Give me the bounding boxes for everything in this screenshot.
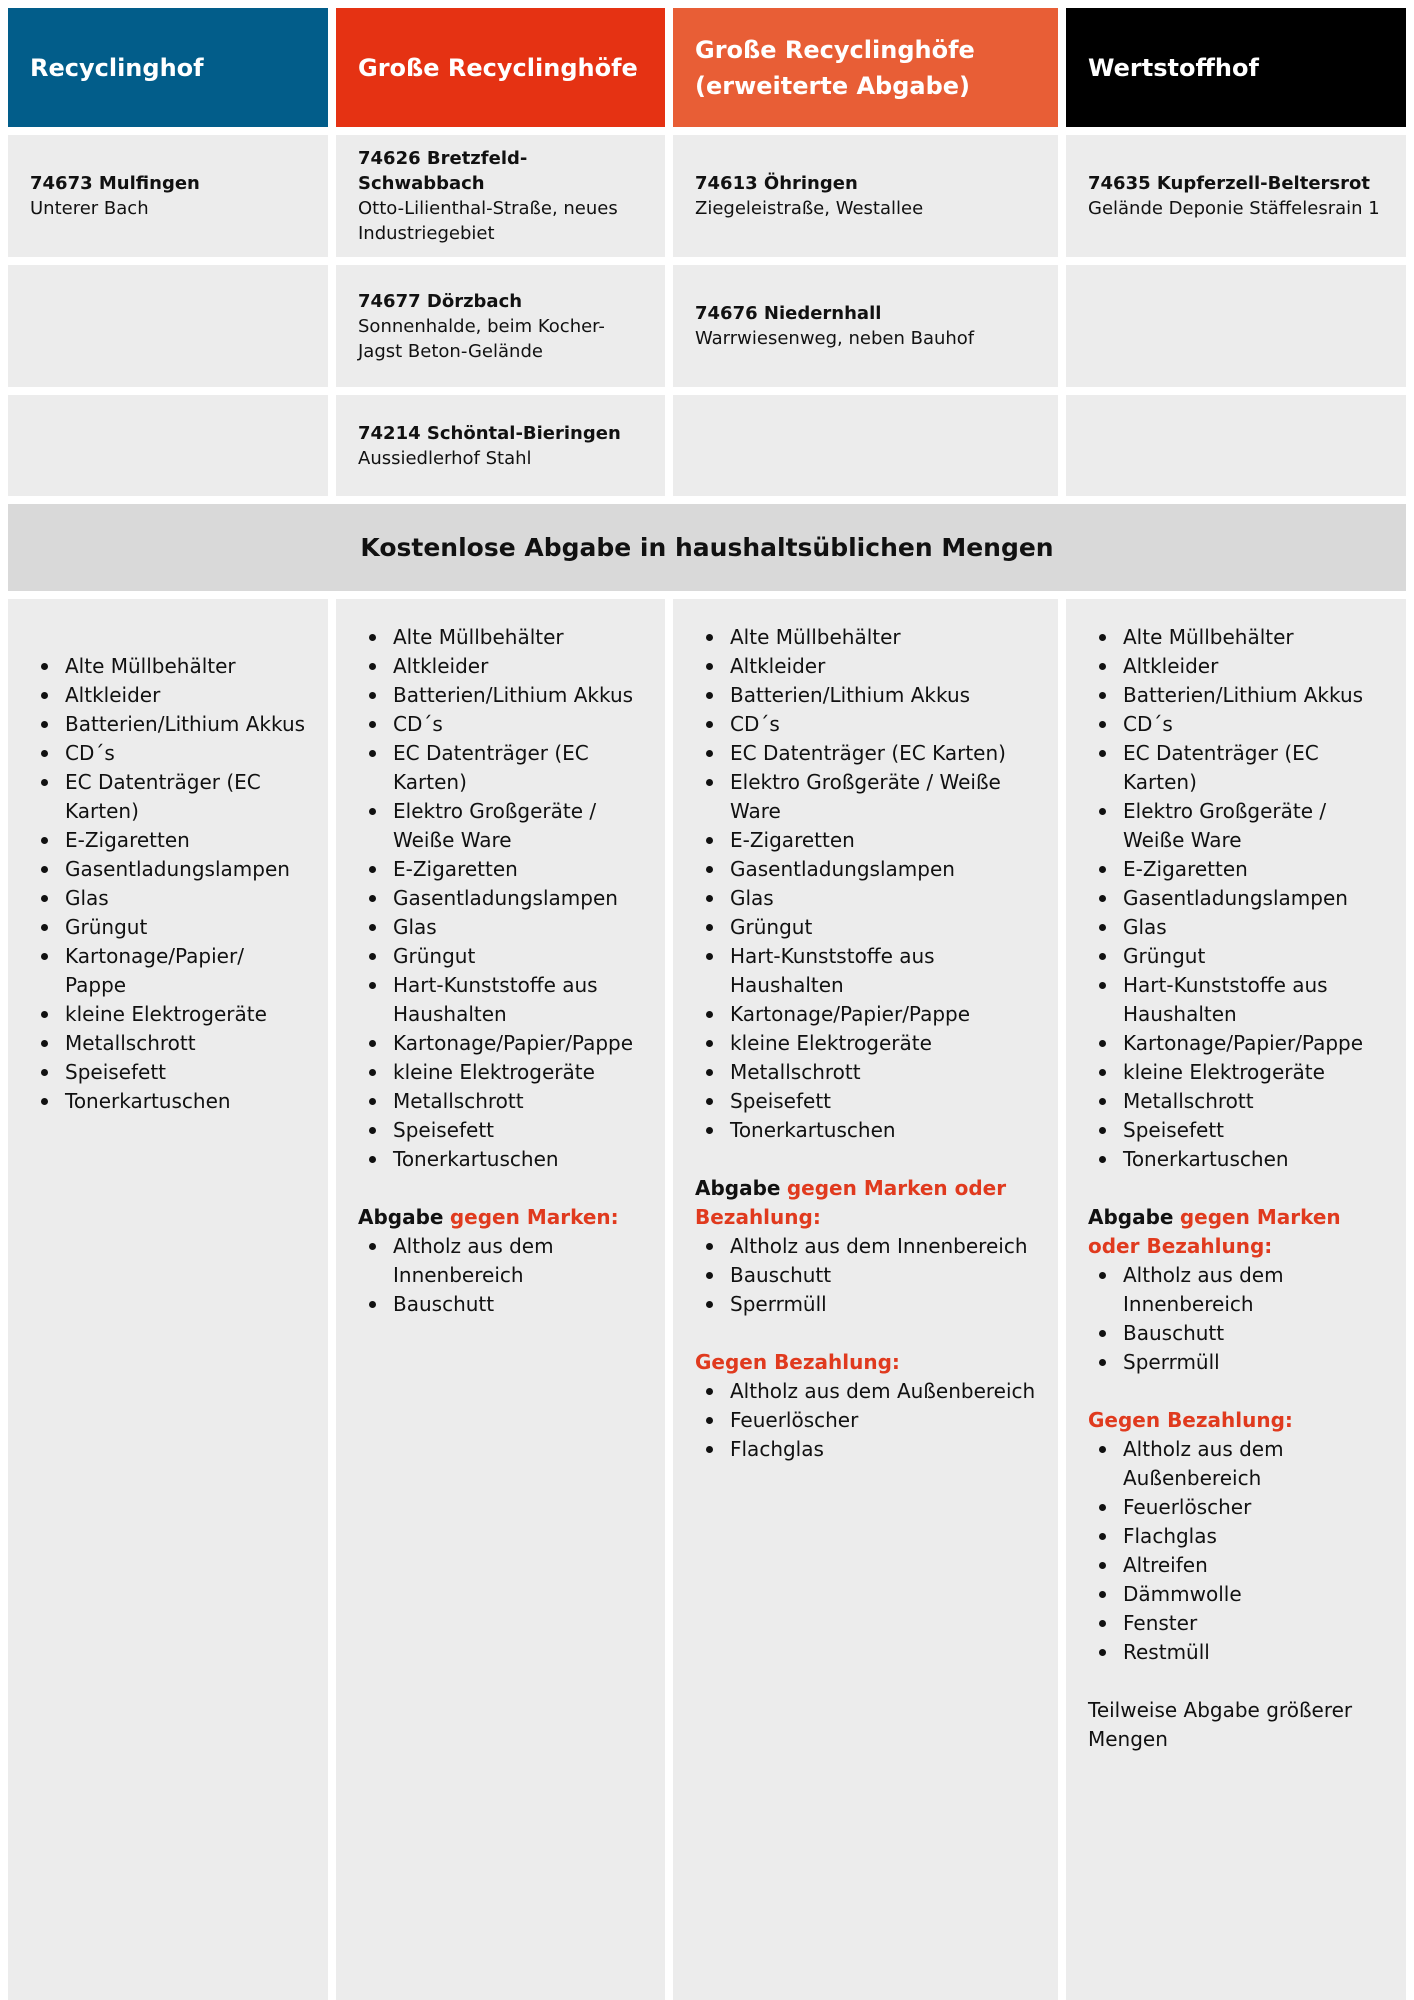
location-city: 74677 Dörzbach <box>358 290 523 312</box>
list-item: CD´s <box>695 710 1036 739</box>
location-cell-empty <box>1066 395 1406 496</box>
list-item: Altkleider <box>30 681 306 710</box>
location-street: Unterer Bach <box>30 198 149 219</box>
items-column-grosse-recyclinghoefe <box>336 599 665 2000</box>
list-item: EC Datenträger (EC Karten) <box>358 739 643 797</box>
list-item: EC Datenträger (EC Karten) <box>30 768 306 826</box>
header-wertstoffhof <box>1066 8 1406 127</box>
list-item: kleine Elektrogeräte <box>1088 1058 1384 1087</box>
list-item: Metallschrott <box>695 1058 1036 1087</box>
list-item: Bauschutt <box>1088 1319 1384 1348</box>
location-cell <box>673 135 1058 257</box>
list-item: Altholz aus dem Innenbereich <box>358 1232 643 1290</box>
list-item: Kartonage/Papier/Pappe <box>358 1029 643 1058</box>
list-item: Altholz aus dem Außenbereich <box>1088 1435 1384 1493</box>
list-item: kleine Elektrogeräte <box>30 1000 306 1029</box>
list-item: Altholz aus dem Außenbereich <box>695 1377 1036 1406</box>
header-grosse-recyclinghoefe <box>336 8 665 127</box>
list-item: Altkleider <box>695 652 1036 681</box>
items-column-recyclinghof <box>8 599 328 2000</box>
section-highlight: gegen Marken oder Bezahlung: <box>695 1176 1007 1229</box>
list-item: Kartonage/Papier/Pappe <box>695 1000 1036 1029</box>
list-item: Speisefett <box>30 1058 306 1087</box>
list-item: E-Zigaretten <box>695 826 1036 855</box>
location-street: Aussiedlerhof Stahl <box>358 447 532 469</box>
list-item: Batterien/Lithium Akkus <box>695 681 1036 710</box>
free-items-list <box>1088 623 1384 1174</box>
list-item: Bauschutt <box>695 1261 1036 1290</box>
list-item: Glas <box>695 884 1036 913</box>
list-item: Sperrmüll <box>1088 1348 1384 1377</box>
list-item: Dämmwolle <box>1088 1580 1384 1609</box>
marken-items-list <box>1088 1261 1384 1377</box>
location-cell <box>8 135 328 257</box>
list-item: Sperrmüll <box>695 1290 1036 1319</box>
list-item: Hart-Kunststoffe aus Haushalten <box>358 971 643 1029</box>
list-item: EC Datenträger (EC Karten) <box>695 739 1036 768</box>
list-item: Bauschutt <box>358 1290 643 1319</box>
location-street: Otto-Lilienthal-Straße, neues Industriegebiet <box>358 198 618 244</box>
free-items-list <box>695 623 1036 1145</box>
list-item: Metallschrott <box>358 1087 643 1116</box>
bezahlung-items-list <box>695 1377 1036 1464</box>
list-item: Alte Müllbehälter <box>695 623 1036 652</box>
list-item: Gasentladungslampen <box>695 855 1036 884</box>
list-item: Feuerlöscher <box>1088 1493 1384 1522</box>
list-item: Hart-Kunststoffe aus Haushalten <box>1088 971 1384 1029</box>
list-item: Elektro Großgeräte / Weiße Ware <box>358 797 643 855</box>
header-grosse-recyclinghoefe-erweitert <box>673 8 1058 127</box>
list-item: Tonerkartuschen <box>695 1116 1036 1145</box>
location-street: Gelände Deponie Stäffelesrain 1 <box>1088 198 1380 219</box>
header-title: Recyclinghof <box>30 53 204 82</box>
list-item: Alte Müllbehälter <box>1088 623 1384 652</box>
location-city: 74613 Öhringen <box>695 173 858 194</box>
list-item: Speisefett <box>1088 1116 1384 1145</box>
list-item: Grüngut <box>358 942 643 971</box>
list-item: CD´s <box>358 710 643 739</box>
list-item: Altkleider <box>1088 652 1384 681</box>
marken-section-title <box>695 1174 1036 1232</box>
list-item: Tonerkartuschen <box>358 1145 643 1174</box>
free-items-list <box>30 652 306 1116</box>
list-item: Altreifen <box>1088 1551 1384 1580</box>
location-cell-empty <box>673 395 1058 496</box>
marken-section-title <box>1088 1203 1384 1261</box>
location-city: 74676 Niedernhall <box>695 303 882 324</box>
location-cell <box>336 395 665 496</box>
location-city: 74626 Bretzfeld-Schwabbach <box>358 148 528 194</box>
location-city: 74673 Mulfingen <box>30 173 200 194</box>
list-item: Alte Müllbehälter <box>358 623 643 652</box>
list-item: E-Zigaretten <box>1088 855 1384 884</box>
list-item: Grüngut <box>695 913 1036 942</box>
section-highlight: gegen Marken: <box>449 1205 619 1229</box>
list-item: Speisefett <box>695 1087 1036 1116</box>
header-title: Große Recyclinghöfe <box>358 53 638 82</box>
location-cell-empty <box>8 265 328 387</box>
list-item: Restmüll <box>1088 1638 1384 1667</box>
header-title: Wertstoffhof <box>1088 53 1259 82</box>
list-item: kleine Elektrogeräte <box>358 1058 643 1087</box>
list-item: Metallschrott <box>1088 1087 1384 1116</box>
list-item: kleine Elektrogeräte <box>695 1029 1036 1058</box>
list-item: Feuerlöscher <box>695 1406 1036 1435</box>
list-item: Grüngut <box>30 913 306 942</box>
location-cell-empty <box>8 395 328 496</box>
location-cell <box>336 265 665 387</box>
list-item: Glas <box>358 913 643 942</box>
list-item: Batterien/Lithium Akkus <box>1088 681 1384 710</box>
list-item: Gasentladungslampen <box>1088 884 1384 913</box>
bezahlung-items-list <box>1088 1435 1384 1667</box>
list-item: Metallschrott <box>30 1029 306 1058</box>
list-item: Elektro Großgeräte / Weiße Ware <box>1088 797 1384 855</box>
free-disposal-banner <box>8 504 1406 591</box>
location-cell <box>336 135 665 257</box>
list-item: Batterien/Lithium Akkus <box>30 710 306 739</box>
section-highlight: gegen Marken oder Bezahlung: <box>1088 1205 1341 1258</box>
marken-section-title <box>358 1203 643 1232</box>
list-item: Elektro Großgeräte / Weiße Ware <box>695 768 1036 826</box>
list-item: Flachglas <box>695 1435 1036 1464</box>
location-cell <box>673 265 1058 387</box>
list-item: EC Datenträger (EC Karten) <box>1088 739 1384 797</box>
items-column-erweiterte-abgabe <box>673 599 1058 2000</box>
list-item: Alte Müllbehälter <box>30 652 306 681</box>
list-item: CD´s <box>1088 710 1384 739</box>
list-item: Glas <box>1088 913 1384 942</box>
list-item: Altkleider <box>358 652 643 681</box>
banner-title: Kostenlose Abgabe in haushaltsüblichen Mengen <box>360 533 1054 562</box>
section-prefix: Abgabe <box>695 1176 781 1200</box>
items-column-wertstoffhof <box>1066 599 1406 2000</box>
list-item: Batterien/Lithium Akkus <box>358 681 643 710</box>
list-item: Hart-Kunststoffe aus Haushalten <box>695 942 1036 1000</box>
bezahlung-section-title: Gegen Bezahlung: <box>695 1350 900 1374</box>
location-city: 74214 Schöntal-Bieringen <box>358 422 621 444</box>
list-item: Flachglas <box>1088 1522 1384 1551</box>
larger-quantities-note: Teilweise Abgabe größerer Mengen <box>1088 1698 1353 1751</box>
section-prefix: Abgabe <box>358 1205 444 1229</box>
list-item: Gasentladungslampen <box>30 855 306 884</box>
location-cell-empty <box>1066 265 1406 387</box>
marken-items-list <box>358 1232 643 1319</box>
list-item: Kartonage/Papier/Pappe <box>1088 1029 1384 1058</box>
list-item: Gasentladungslampen <box>358 884 643 913</box>
bezahlung-section-title: Gegen Bezahlung: <box>1088 1408 1293 1432</box>
header-recyclinghof <box>8 8 328 127</box>
list-item: E-Zigaretten <box>30 826 306 855</box>
list-item: Kartonage/Papier/ Pappe <box>30 942 306 1000</box>
location-street: Sonnenhalde, beim Kocher-Jagst Beton-Gelände <box>358 315 605 362</box>
section-prefix: Abgabe <box>1088 1205 1174 1229</box>
list-item: Tonerkartuschen <box>1088 1145 1384 1174</box>
header-title: Große Recyclinghöfe (erweiterte Abgabe) <box>695 35 975 100</box>
list-item: Altholz aus dem Innenbereich <box>695 1232 1036 1261</box>
list-item: Speisefett <box>358 1116 643 1145</box>
location-street: Ziegeleistraße, Westallee <box>695 198 924 219</box>
list-item: Fenster <box>1088 1609 1384 1638</box>
list-item: E-Zigaretten <box>358 855 643 884</box>
location-street: Warrwiesenweg, neben Bauhof <box>695 328 975 349</box>
list-item: Altholz aus dem Innenbereich <box>1088 1261 1384 1319</box>
location-city: 74635 Kupferzell-Beltersrot <box>1088 173 1370 194</box>
list-item: Tonerkartuschen <box>30 1087 306 1116</box>
list-item: Grüngut <box>1088 942 1384 971</box>
location-cell <box>1066 135 1406 257</box>
marken-items-list <box>695 1232 1036 1319</box>
list-item: Glas <box>30 884 306 913</box>
list-item: CD´s <box>30 739 306 768</box>
free-items-list <box>358 623 643 1174</box>
